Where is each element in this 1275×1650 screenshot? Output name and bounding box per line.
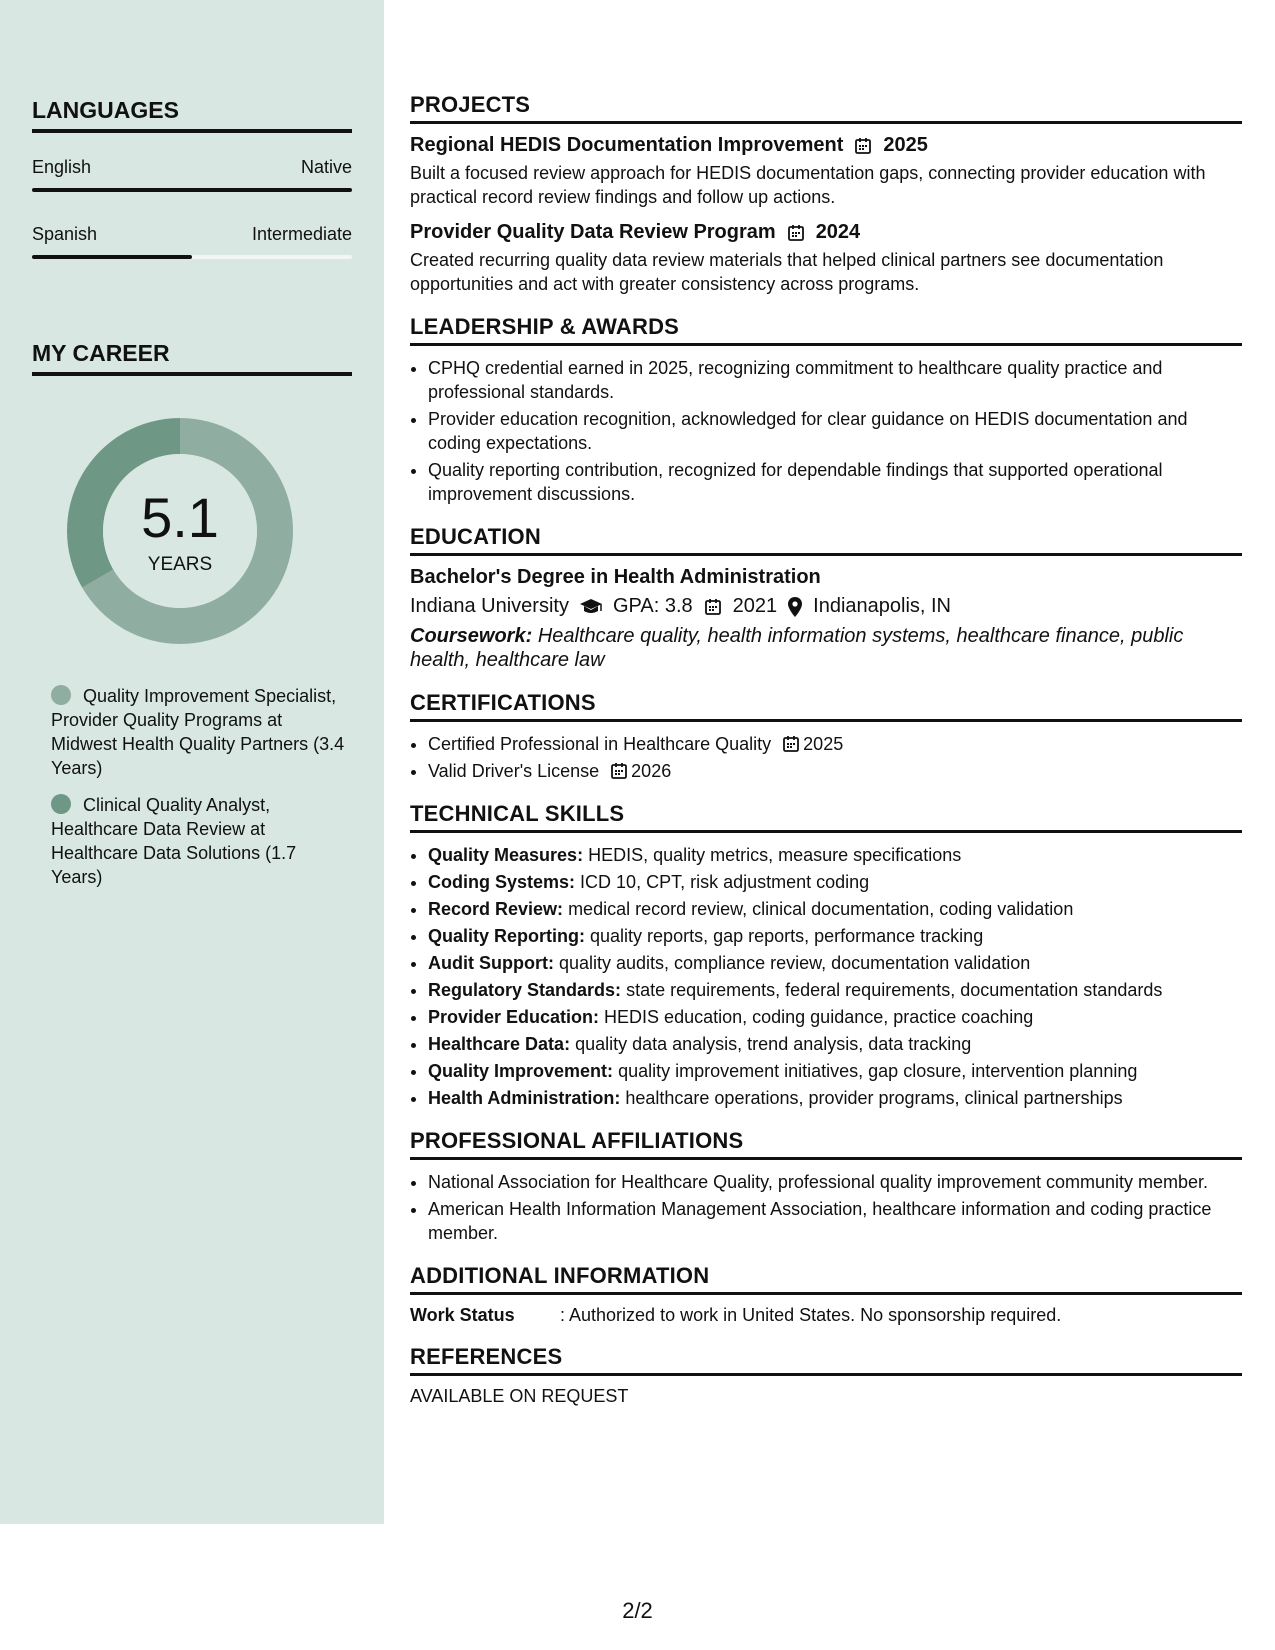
certifications-heading: CERTIFICATIONS [410,690,1242,722]
work-status-row [410,1305,1242,1326]
career-legend [32,684,352,889]
language-proficiency-bar [32,188,352,192]
language-level: Native [300,157,352,177]
career-section [32,340,352,902]
references-section [410,1344,1242,1407]
skill-label: Coding Systems: [428,872,576,892]
skill-label: Quality Measures: [428,845,584,865]
calendar-icon [609,761,629,781]
languages-heading: LANGUAGES [32,97,352,133]
total-years-value: 5.1 [141,486,219,549]
leadership-section [410,314,1242,506]
career-donut-chart [67,418,293,644]
leadership-heading: LEADERSHIP & AWARDS [410,314,1242,346]
project-item [410,221,1242,296]
degree-title: Bachelor's Degree in Health Administration [410,566,821,588]
project-description: Built a focused review approach for HEDIS documentation gaps, connecting provider education with practical record review findings and follow up actions. [410,163,1206,207]
certification-name: • Certified Professional in Healthcare Quality [428,734,772,754]
calendar-icon [786,223,806,243]
language-item [32,157,352,192]
education-details [410,595,1242,618]
certifications-section [410,690,1242,783]
skill-item [428,1032,1242,1056]
skill-label: Provider Education: [428,1007,600,1027]
skill-item [428,951,1242,975]
coursework [410,624,1242,672]
affiliation-item: • American Health Information Management Association, healthcare information and coding practice member. [428,1197,1242,1245]
skill-value: quality data analysis, trend analysis, data tracking [575,1034,972,1054]
affiliation-item: • National Association for Healthcare Quality, professional quality improvement community member. [428,1170,1242,1194]
skill-item [428,978,1242,1002]
project-year: 2024 [815,221,861,243]
skill-label: Quality Reporting: [428,926,585,946]
school-location: Indianapolis, IN [813,595,952,617]
language-proficiency-fill [32,255,192,259]
calendar-icon [781,734,801,754]
skill-item [428,870,1242,894]
skills-heading: TECHNICAL SKILLS [410,801,1242,833]
education-section [410,524,1242,672]
total-years-label: YEARS [147,554,213,575]
skill-label: Quality Improvement: [428,1061,614,1081]
graduation-cap-icon [579,597,603,617]
skill-item [428,1086,1242,1110]
references-text: AVAILABLE ON REQUEST [410,1386,629,1406]
language-name: English [32,157,92,177]
skill-item [428,843,1242,867]
leadership-item: • Quality reporting contribution, recognized for dependable findings that supported operational improvement discussions. [428,458,1242,506]
career-heading: MY CAREER [32,340,352,376]
career-legend-item [32,793,352,889]
skill-label: Audit Support: [428,953,554,973]
coursework-text: Healthcare quality, health information systems, healthcare finance, public health, healthcare law [410,625,1184,671]
career-legend-item [32,684,352,780]
projects-section [410,92,1242,296]
leadership-item: • Provider education recognition, acknowledged for clear guidance on HEDIS documentation and coding expectations. [428,407,1242,455]
calendar-icon [703,597,723,617]
additional-section [410,1263,1242,1326]
project-item [410,134,1242,209]
career-item-text: Quality Improvement Specialist, Provider Quality Programs at Midwest Health Quality Partners (3.4 Years) [51,686,345,778]
additional-heading: ADDITIONAL INFORMATION [410,1263,1242,1295]
skill-value: HEDIS, quality metrics, measure specifications [588,845,962,865]
leadership-item: • CPHQ credential earned in 2025, recognizing commitment to healthcare quality practice and professional standards. [428,356,1242,404]
affiliations-section [410,1128,1242,1245]
skill-item [428,897,1242,921]
skill-item [428,1005,1242,1029]
project-title: Regional HEDIS Documentation Improvement [410,134,844,156]
skill-value: state requirements, federal requirements, documentation standards [626,980,1163,1000]
skill-value: healthcare operations, provider programs, clinical partnerships [625,1088,1123,1108]
graduation-year: 2021 [732,595,778,617]
language-proficiency-bar [32,255,352,259]
school-name: Indiana University [410,595,569,617]
skill-value: ICD 10, CPT, risk adjustment coding [580,872,870,892]
certification-item [428,732,1242,756]
skill-label: Record Review: [428,899,564,919]
work-status-value: : Authorized to work in United States. No sponsorship required. [560,1305,1062,1325]
location-pin-icon [787,596,803,618]
skill-value: quality reports, gap reports, performance tracking [590,926,984,946]
projects-heading: PROJECTS [410,92,1242,124]
skill-value: medical record review, clinical documentation, coding validation [568,899,1074,919]
certification-name: • Valid Driver's License [428,761,600,781]
education-heading: EDUCATION [410,524,1242,556]
work-status-label: Work Status [410,1305,515,1325]
project-title: Provider Quality Data Review Program [410,221,776,243]
skill-value: HEDIS education, coding guidance, practice coaching [604,1007,1034,1027]
skill-item [428,924,1242,948]
main-content [410,92,1242,1425]
skills-section [410,801,1242,1110]
coursework-label: Coursework: [410,625,533,647]
page-number: 2/2 [622,1598,653,1623]
certification-item [428,759,1242,783]
skill-label: Health Administration: [428,1088,621,1108]
project-description: Created recurring quality data review materials that helped clinical partners see documentation opportunities and act with greater consistency across programs. [410,250,1164,294]
language-name: Spanish [32,224,98,244]
legend-dot-icon [51,685,71,705]
certification-year: 2025 [803,734,844,754]
gpa: GPA: 3.8 [612,595,693,617]
skill-value: quality audits, compliance review, documentation validation [558,953,1031,973]
language-level: Intermediate [251,224,352,244]
legend-dot-icon [51,794,71,814]
affiliations-heading: PROFESSIONAL AFFILIATIONS [410,1128,1242,1160]
skill-label: Healthcare Data: [428,1034,571,1054]
certification-year: 2026 [631,761,672,781]
calendar-icon [853,136,873,156]
sidebar [0,0,384,1524]
skill-value: quality improvement initiatives, gap closure, intervention planning [618,1061,1138,1081]
languages-section [32,97,352,259]
skill-item [428,1059,1242,1083]
references-heading: REFERENCES [410,1344,1242,1376]
language-proficiency-fill [32,188,352,192]
language-item [32,224,352,259]
career-item-text: Clinical Quality Analyst, Healthcare Data Review at Healthcare Data Solutions (1.7 Years) [51,795,297,887]
skill-label: Regulatory Standards: [428,980,622,1000]
project-year: 2025 [883,134,928,156]
